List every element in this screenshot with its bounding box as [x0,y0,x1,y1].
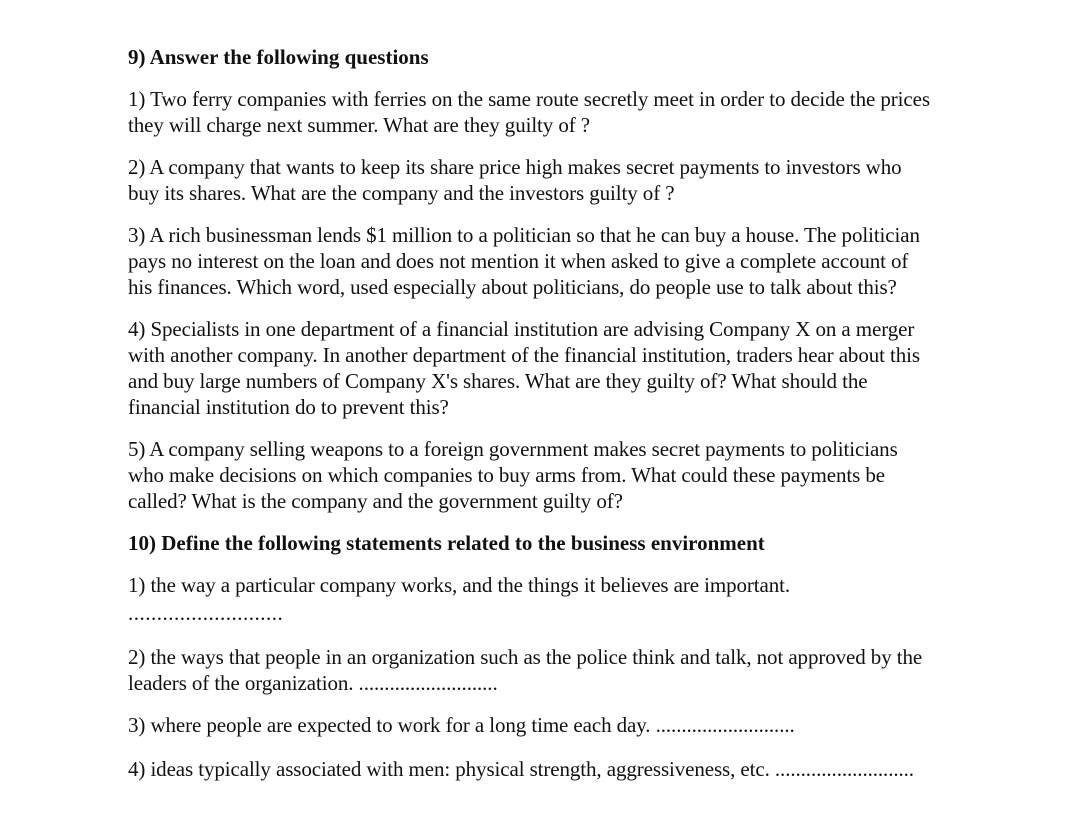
question-2 [128,154,1028,206]
question-3-line-2: pays no interest on the loan and does not mention it when asked to give a complete account of [128,249,909,273]
question-4-line-1: 4) Specialists in one department of a financial institution are advising Company X on a merger [128,317,915,341]
definition-3-text[interactable]: 3) where people are expected to work for a long time each day. ........................... [128,713,795,737]
question-4-line-2: with another company. In another department of the financial institution, traders hear about this [128,343,920,367]
question-3-line-1: 3) A rich businessman lends $1 million to a politician so that he can buy a house. The politician [128,223,920,247]
question-5-line-3: called? What is the company and the government guilty of? [128,489,623,513]
definition-4-text[interactable]: 4) ideas typically associated with men: physical strength, aggressiveness, etc. ........................... [128,757,914,781]
definition-2-line-2[interactable]: leaders of the organization. ........................... [128,671,498,695]
question-3-line-3: his finances. Which word, used especially about politicians, do people use to talk about this? [128,275,897,299]
question-5 [128,436,1028,514]
worksheet-page [128,44,1028,782]
question-2-line-1: 2) A company that wants to keep its share price high makes secret payments to investors who [128,155,902,179]
question-5-line-2: who make decisions on which companies to buy arms from. What could these payments be [128,463,885,487]
definition-1-text: 1) the way a particular company works, and the things it believes are important. [128,573,791,597]
definition-1-answer-blank[interactable]: ........................... [128,601,284,625]
question-2-line-2: buy its shares. What are the company and the investors guilty of ? [128,181,675,205]
definition-2-line-1: 2) the ways that people in an organization such as the police think and talk, not approved by the [128,645,923,669]
question-4 [128,316,1028,420]
question-4-line-3: and buy large numbers of Company X's shares. What are they guilty of? What should the [128,369,868,393]
section-9-heading: 9) Answer the following questions [128,45,429,69]
definition-3 [128,712,1028,738]
section-10-heading: 10) Define the following statements related to the business environment [128,531,765,555]
question-1-line-1: 1) Two ferry companies with ferries on the same route secretly meet in order to decide the prices [128,87,930,111]
question-1-line-2: they will charge next summer. What are they guilty of ? [128,113,591,137]
definition-2 [128,644,1028,696]
definition-4 [128,756,1028,782]
question-5-line-1: 5) A company selling weapons to a foreign government makes secret payments to politicians [128,437,898,461]
question-4-line-4: financial institution do to prevent this? [128,395,449,419]
question-1 [128,86,1028,138]
question-3 [128,222,1028,300]
definition-1 [128,572,1028,624]
